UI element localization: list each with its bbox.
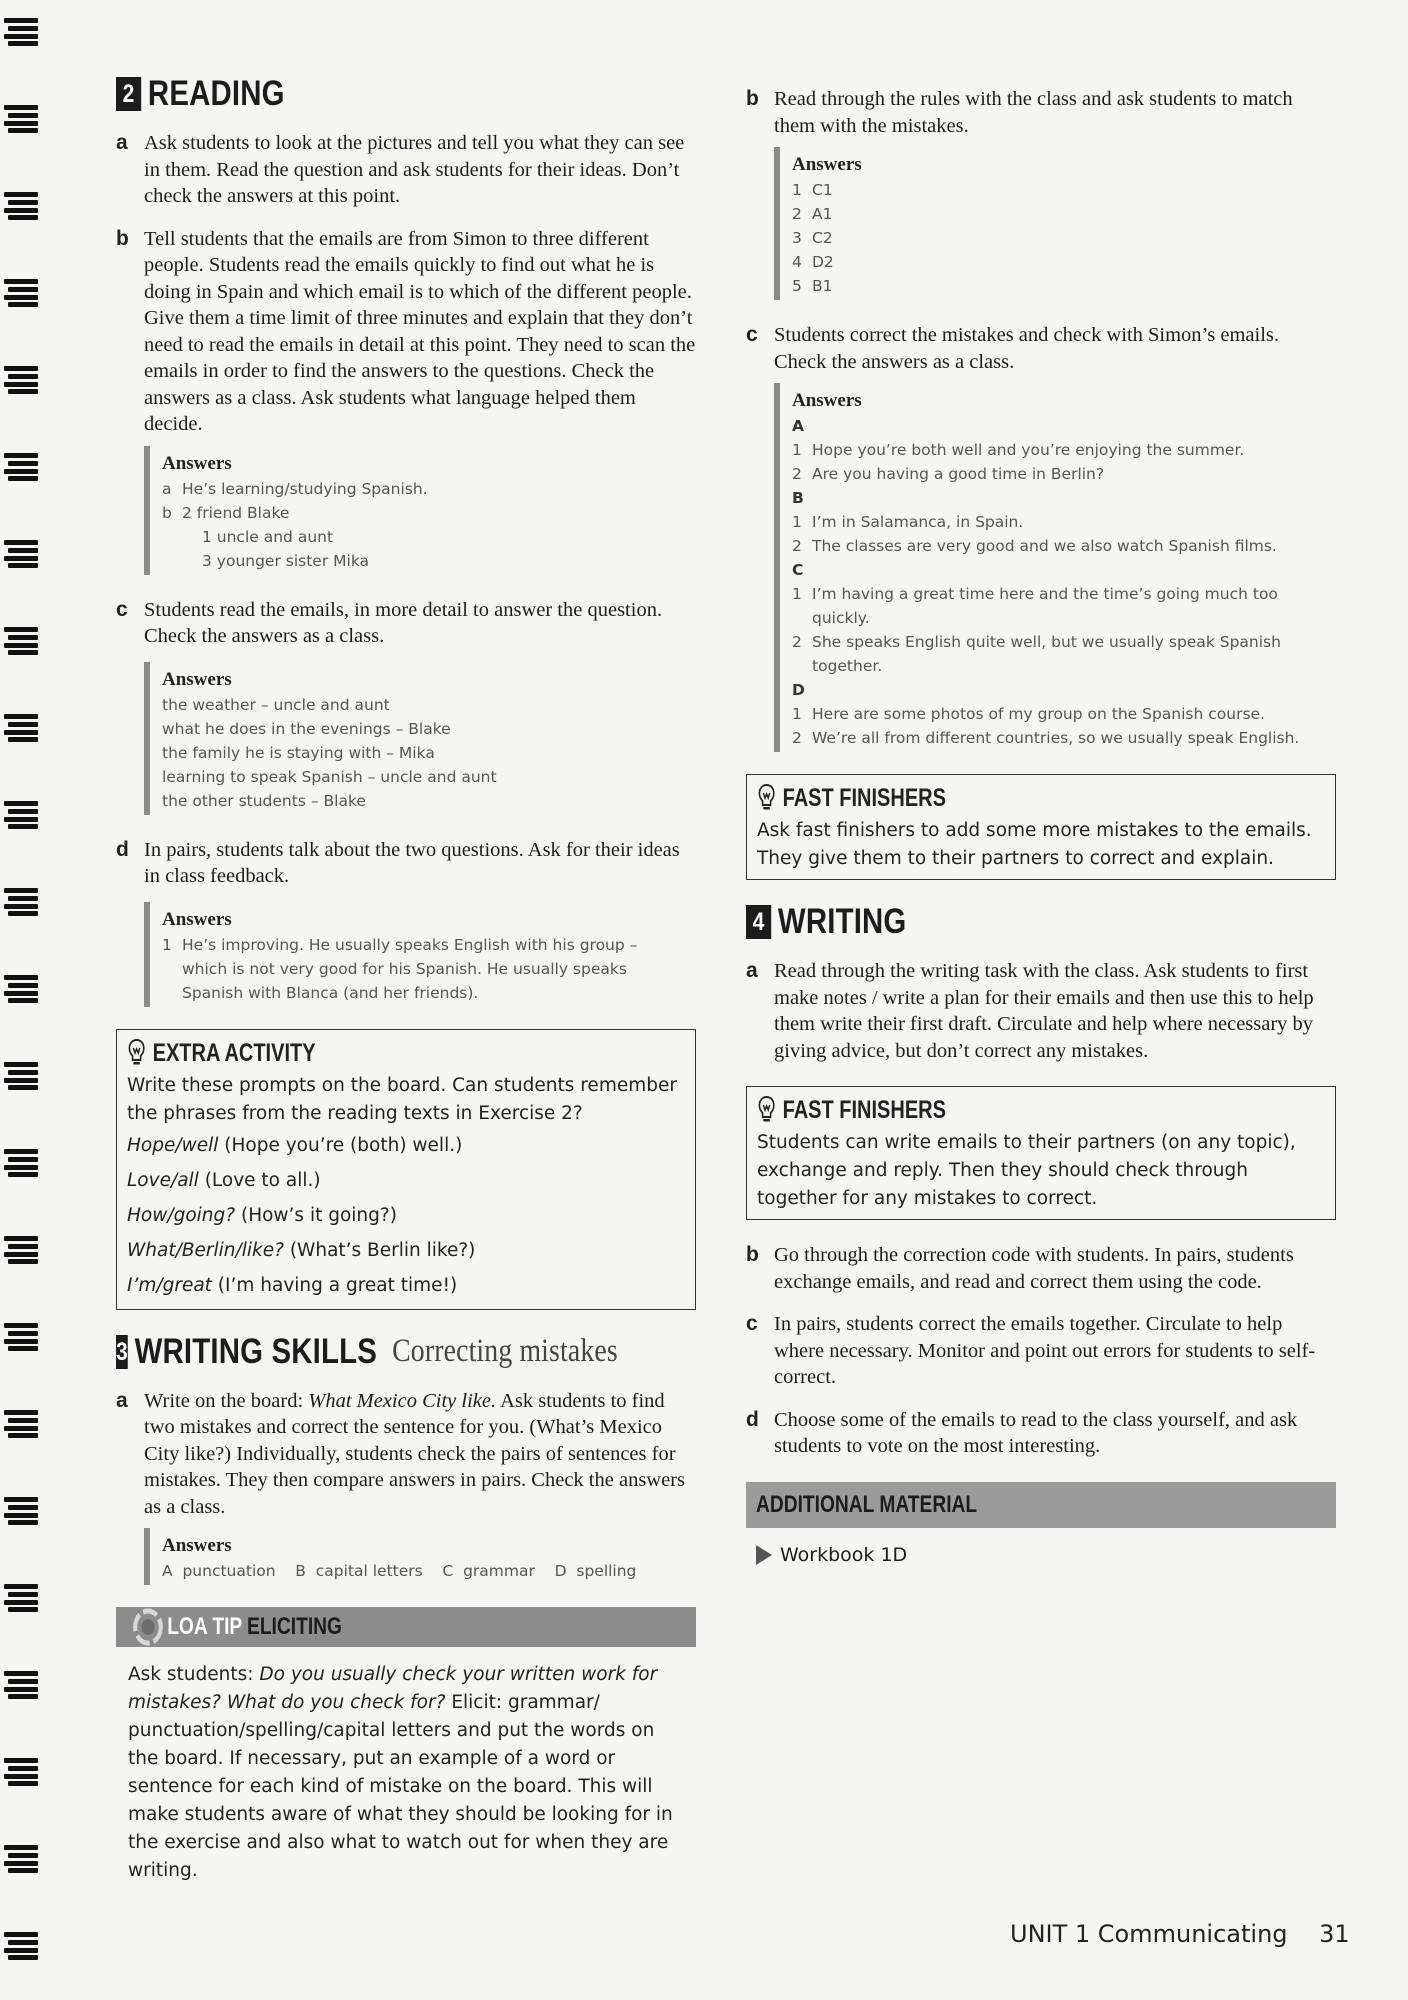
answers-block [774, 383, 1336, 752]
binding-ring [4, 192, 38, 220]
writing-item-d [746, 1407, 1336, 1460]
fast-finishers-title-row [757, 783, 1211, 813]
answers-title: Answers [792, 154, 862, 175]
box-title: FAST FINISHERS [782, 1096, 946, 1124]
workbook-reference [746, 1544, 1336, 1566]
answer-number: 1 [792, 705, 802, 723]
box-text: Students can write emails to their partners (on any topic), exchange and reply. Then they should check through together for any mistakes to correct. [757, 1132, 1296, 1209]
binding-ring [4, 1497, 38, 1525]
answer-text: Are you having a good time in Berlin? [812, 465, 1105, 483]
spiral-binding [0, 0, 46, 2000]
answer-number: a [162, 479, 172, 498]
binding-ring [4, 279, 38, 307]
answer-text: Here are some photos of my group on the Spanish course. [812, 705, 1265, 723]
loa-tip-header [116, 1607, 696, 1647]
item-text: Read through the rules with the class and ask students to match them with the mistakes. [774, 88, 1293, 137]
prompt-line [127, 1268, 685, 1303]
loa-tip-box [116, 1607, 696, 1885]
prompt-answer: (Love to all.) [198, 1169, 321, 1191]
item-text: In pairs, students correct the emails together. Circulate to help where necessary. Monitor and point out errors for students to self-correct. [774, 1313, 1316, 1388]
loa-tip-body [116, 1647, 696, 1885]
item-letter: c [746, 323, 758, 346]
answer-text: A1 [812, 205, 833, 223]
answer-text: She speaks English quite well, but we usually speak Spanish together. [812, 633, 1281, 675]
answer-text: the other students – Blake [162, 791, 366, 810]
page-footer [1010, 1920, 1350, 1948]
writing-skills-item-b [746, 86, 1336, 139]
answers-title: Answers [162, 452, 232, 474]
prompt-line [127, 1198, 685, 1233]
answers-block [144, 446, 696, 575]
answer-text: We’re all from different countries, so we usually speak English. [812, 729, 1300, 747]
lightbulb-icon [127, 1038, 146, 1068]
loa-badge-icon [132, 1607, 164, 1647]
item-letter: c [116, 597, 128, 621]
binding-ring [4, 801, 38, 829]
binding-ring [4, 1671, 38, 1699]
item-text: Ask students to look at the pictures and tell you what they can see in them. Read the question and ask students for their ideas. Don’t check the answers at this point. [144, 132, 685, 207]
fast-finishers-box [746, 774, 1336, 880]
answers-block [144, 1528, 696, 1585]
reading-item-a [116, 130, 696, 210]
answer-text: Hope you’re both well and you’re enjoying the summer. [812, 441, 1245, 459]
answers-title: Answers [162, 908, 232, 930]
section-title: WRITING [777, 902, 907, 941]
binding-ring [4, 453, 38, 481]
item-text: Go through the correction code with students. In pairs, students exchange emails, and read and correct them using the code. [774, 1244, 1294, 1293]
binding-ring [4, 714, 38, 742]
answer-number: 1 [792, 585, 802, 603]
prompt-line [127, 1233, 685, 1268]
writing-skills-item-c [746, 322, 1336, 375]
box-title: EXTRA ACTIVITY [152, 1038, 316, 1067]
answer-text: B1 [812, 277, 833, 295]
footer-unit: UNIT 1 [1010, 1920, 1091, 1948]
answer-number: 2 [792, 537, 802, 555]
prompt-line [127, 1128, 685, 1163]
item-text: Students correct the mistakes and check with Simon’s emails. Check the answers as a class. [774, 324, 1279, 373]
binding-ring [4, 1584, 38, 1612]
answer-number: 1 [792, 441, 802, 459]
answer-group-label: A [792, 417, 804, 435]
prompt: Hope/well [127, 1134, 219, 1156]
fast-finishers-title-row [757, 1095, 1211, 1125]
extra-activity-title-row [127, 1038, 573, 1068]
item-letter: c [746, 1312, 758, 1335]
answer-text: Spanish with Blanca (and her friends). [182, 983, 479, 1002]
prompt-answer: (How’s it going?) [235, 1204, 397, 1226]
additional-material-header [746, 1482, 1336, 1528]
answer-text: A punctuation B capital letters C grammar D spelling [162, 1562, 637, 1580]
answer-number: 4 [792, 253, 802, 271]
answers-block [774, 147, 1336, 300]
box-intro: Write these prompts on the board. Can students remember the phrases from the reading texts in Exercise 2? [127, 1074, 677, 1124]
answer-text: what he does in the evenings – Blake [162, 719, 451, 738]
text-italic: Do you usually check your written work for mistakes? What do you check for? [128, 1664, 658, 1713]
answer-text: 3 younger sister Mika [202, 551, 370, 570]
answers-block [144, 902, 696, 1007]
answers-title: Answers [162, 1535, 232, 1556]
text-part: Write on the board: [144, 1389, 309, 1412]
answer-text: The classes are very good and we also watch Spanish films. [812, 537, 1277, 555]
binding-ring [4, 18, 38, 46]
writing-heading [746, 902, 1242, 942]
answer-group-label: B [792, 489, 804, 507]
item-letter: d [746, 1407, 759, 1431]
prompt: I’m/great [127, 1274, 212, 1296]
item-text [144, 1388, 696, 1521]
box-title: FAST FINISHERS [782, 784, 946, 812]
answer-text: C2 [812, 229, 833, 247]
binding-ring [4, 366, 38, 394]
answers-block [144, 662, 696, 815]
reading-item-b [116, 226, 696, 438]
writing-item-a [746, 958, 1336, 1064]
writing-skills-heading [116, 1331, 618, 1372]
answer-number: 2 [792, 465, 802, 483]
answer-number: b [162, 503, 172, 522]
binding-ring [4, 1149, 38, 1177]
reading-item-c [116, 597, 696, 650]
answer-text: the family he is staying with – Mika [162, 743, 435, 762]
answer-number: 1 [792, 513, 802, 531]
reading-heading [116, 74, 603, 114]
prompt-answer: (What’s Berlin like?) [283, 1239, 476, 1261]
prompt-line [127, 1163, 685, 1198]
answer-group-label: C [792, 561, 804, 579]
text-part: Ask students: [128, 1664, 260, 1685]
answer-number: 5 [792, 277, 802, 295]
box-text: Ask fast finishers to add some more mistakes to the emails. They give them to their partners to correct and explain. [757, 820, 1312, 869]
answer-text: which is not very good for his Spanish. He usually speaks [182, 959, 627, 978]
item-letter: b [116, 226, 129, 250]
text-part: Ask students to find two mistakes and correct the sentence for you. (What’s Mexico City like?) Individually, students check the pairs of sentences for mistakes. They then compare answers in pairs. Check the answers as a class. [144, 1389, 686, 1518]
binding-ring [4, 1758, 38, 1786]
answer-text: I’m having a great time here and the time’s going much too quickly. [812, 585, 1278, 627]
item-letter: a [116, 131, 128, 154]
binding-ring [4, 1323, 38, 1351]
binding-ring [4, 540, 38, 568]
binding-ring [4, 1410, 38, 1438]
binding-ring [4, 105, 38, 133]
answer-number: 2 [792, 729, 802, 747]
section-subtitle: Correcting mistakes [392, 1333, 618, 1369]
section-title: WRITING SKILLS [134, 1331, 378, 1371]
item-text: In pairs, students talk about the two questions. Ask for their ideas in class feedback. [144, 838, 680, 887]
answer-text: the weather – uncle and aunt [162, 695, 390, 714]
binding-ring [4, 888, 38, 916]
prompt-answer: (Hope you’re (both) well.) [218, 1134, 463, 1156]
section-number: 3 [116, 1335, 128, 1369]
item-letter: b [746, 1243, 759, 1266]
prompt: What/Berlin/like? [127, 1239, 284, 1261]
answer-number: 3 [792, 229, 802, 247]
item-letter: d [116, 837, 129, 861]
item-letter: a [116, 1388, 128, 1412]
loa-tip-label: LOA TIP [167, 1613, 243, 1640]
answer-number: 2 [792, 633, 802, 651]
additional-material-title: ADDITIONAL MATERIAL [756, 1490, 978, 1518]
lightbulb-icon [757, 1095, 776, 1125]
lightbulb-icon [757, 783, 776, 813]
answers-title: Answers [162, 668, 232, 690]
answers-title: Answers [792, 390, 862, 411]
answer-number: 2 [792, 205, 802, 223]
section-number: 4 [746, 905, 771, 939]
binding-ring [4, 1062, 38, 1090]
binding-ring [4, 1845, 38, 1873]
play-arrow-icon [756, 1545, 772, 1565]
text-italic: What Mexico City like. [308, 1389, 497, 1412]
footer-title: Communicating [1097, 1920, 1288, 1948]
answer-text: C1 [812, 181, 833, 199]
binding-ring [4, 627, 38, 655]
answer-text: D2 [812, 253, 834, 271]
answer-text: 1 uncle and aunt [202, 527, 334, 546]
item-letter: a [746, 959, 758, 982]
writing-item-b [746, 1242, 1336, 1295]
left-column [116, 76, 696, 1885]
answer-group-label: D [792, 681, 805, 699]
item-text: Students read the emails, in more detail to answer the question. Check the answers as a class. [144, 598, 663, 647]
text-part: Elicit: grammar/ punctuation/spelling/capital letters and put the words on the board. If necessary, put an example of a word or sentence for each kind of mistake on the board. This will make students aware of what they should be looking for in the exercise and also what to watch out for when they are writing. [128, 1692, 673, 1881]
binding-ring [4, 975, 38, 1003]
binding-ring [4, 1932, 38, 1960]
page-number: 31 [1319, 1920, 1350, 1948]
section-number: 2 [116, 77, 141, 111]
right-column [746, 86, 1336, 1566]
workbook-label: Workbook 1D [780, 1543, 908, 1566]
writing-item-c [746, 1311, 1336, 1391]
answer-number: 1 [162, 935, 172, 954]
answer-number: 1 [792, 181, 802, 199]
section-title: READING [147, 74, 285, 113]
item-text: Tell students that the emails are from Simon to three different people. Students read the emails quickly to find out what he is doing in Spain and which email is to which of the different people. Give them a time limit of three minutes and explain that they don’t need to read the emails in detail at this point. They need to scan the emails in order to find the answers to the questions. Check the answers as a class. Ask students what language helped them decide. [144, 227, 696, 435]
answer-text: He’s improving. He usually speaks English with his group – [182, 935, 638, 954]
loa-tip-topic: ELICITING [247, 1613, 342, 1640]
extra-activity-box [116, 1029, 696, 1310]
answer-text: I’m in Salamanca, in Spain. [812, 513, 1024, 531]
prompt: Love/all [127, 1169, 199, 1191]
answer-text: 2 friend Blake [182, 503, 290, 522]
binding-ring [4, 1236, 38, 1264]
item-text: Read through the writing task with the class. Ask students to first make notes / write a plan for their emails and then use this to help them write their first draft. Circulate and help where necessary by giving advice, but don’t correct any mistakes. [774, 960, 1314, 1062]
reading-item-d [116, 837, 696, 890]
writing-skills-item-a [116, 1388, 696, 1521]
fast-finishers-box [746, 1086, 1336, 1220]
prompt-answer: (I’m having a great time!) [211, 1274, 458, 1296]
item-letter: b [746, 87, 759, 110]
answer-text: learning to speak Spanish – uncle and aunt [162, 767, 497, 786]
answer-text: He’s learning/studying Spanish. [182, 479, 428, 498]
item-text: Choose some of the emails to read to the class yourself, and ask students to vote on the most interesting. [774, 1408, 1298, 1457]
prompt: How/going? [127, 1204, 236, 1226]
